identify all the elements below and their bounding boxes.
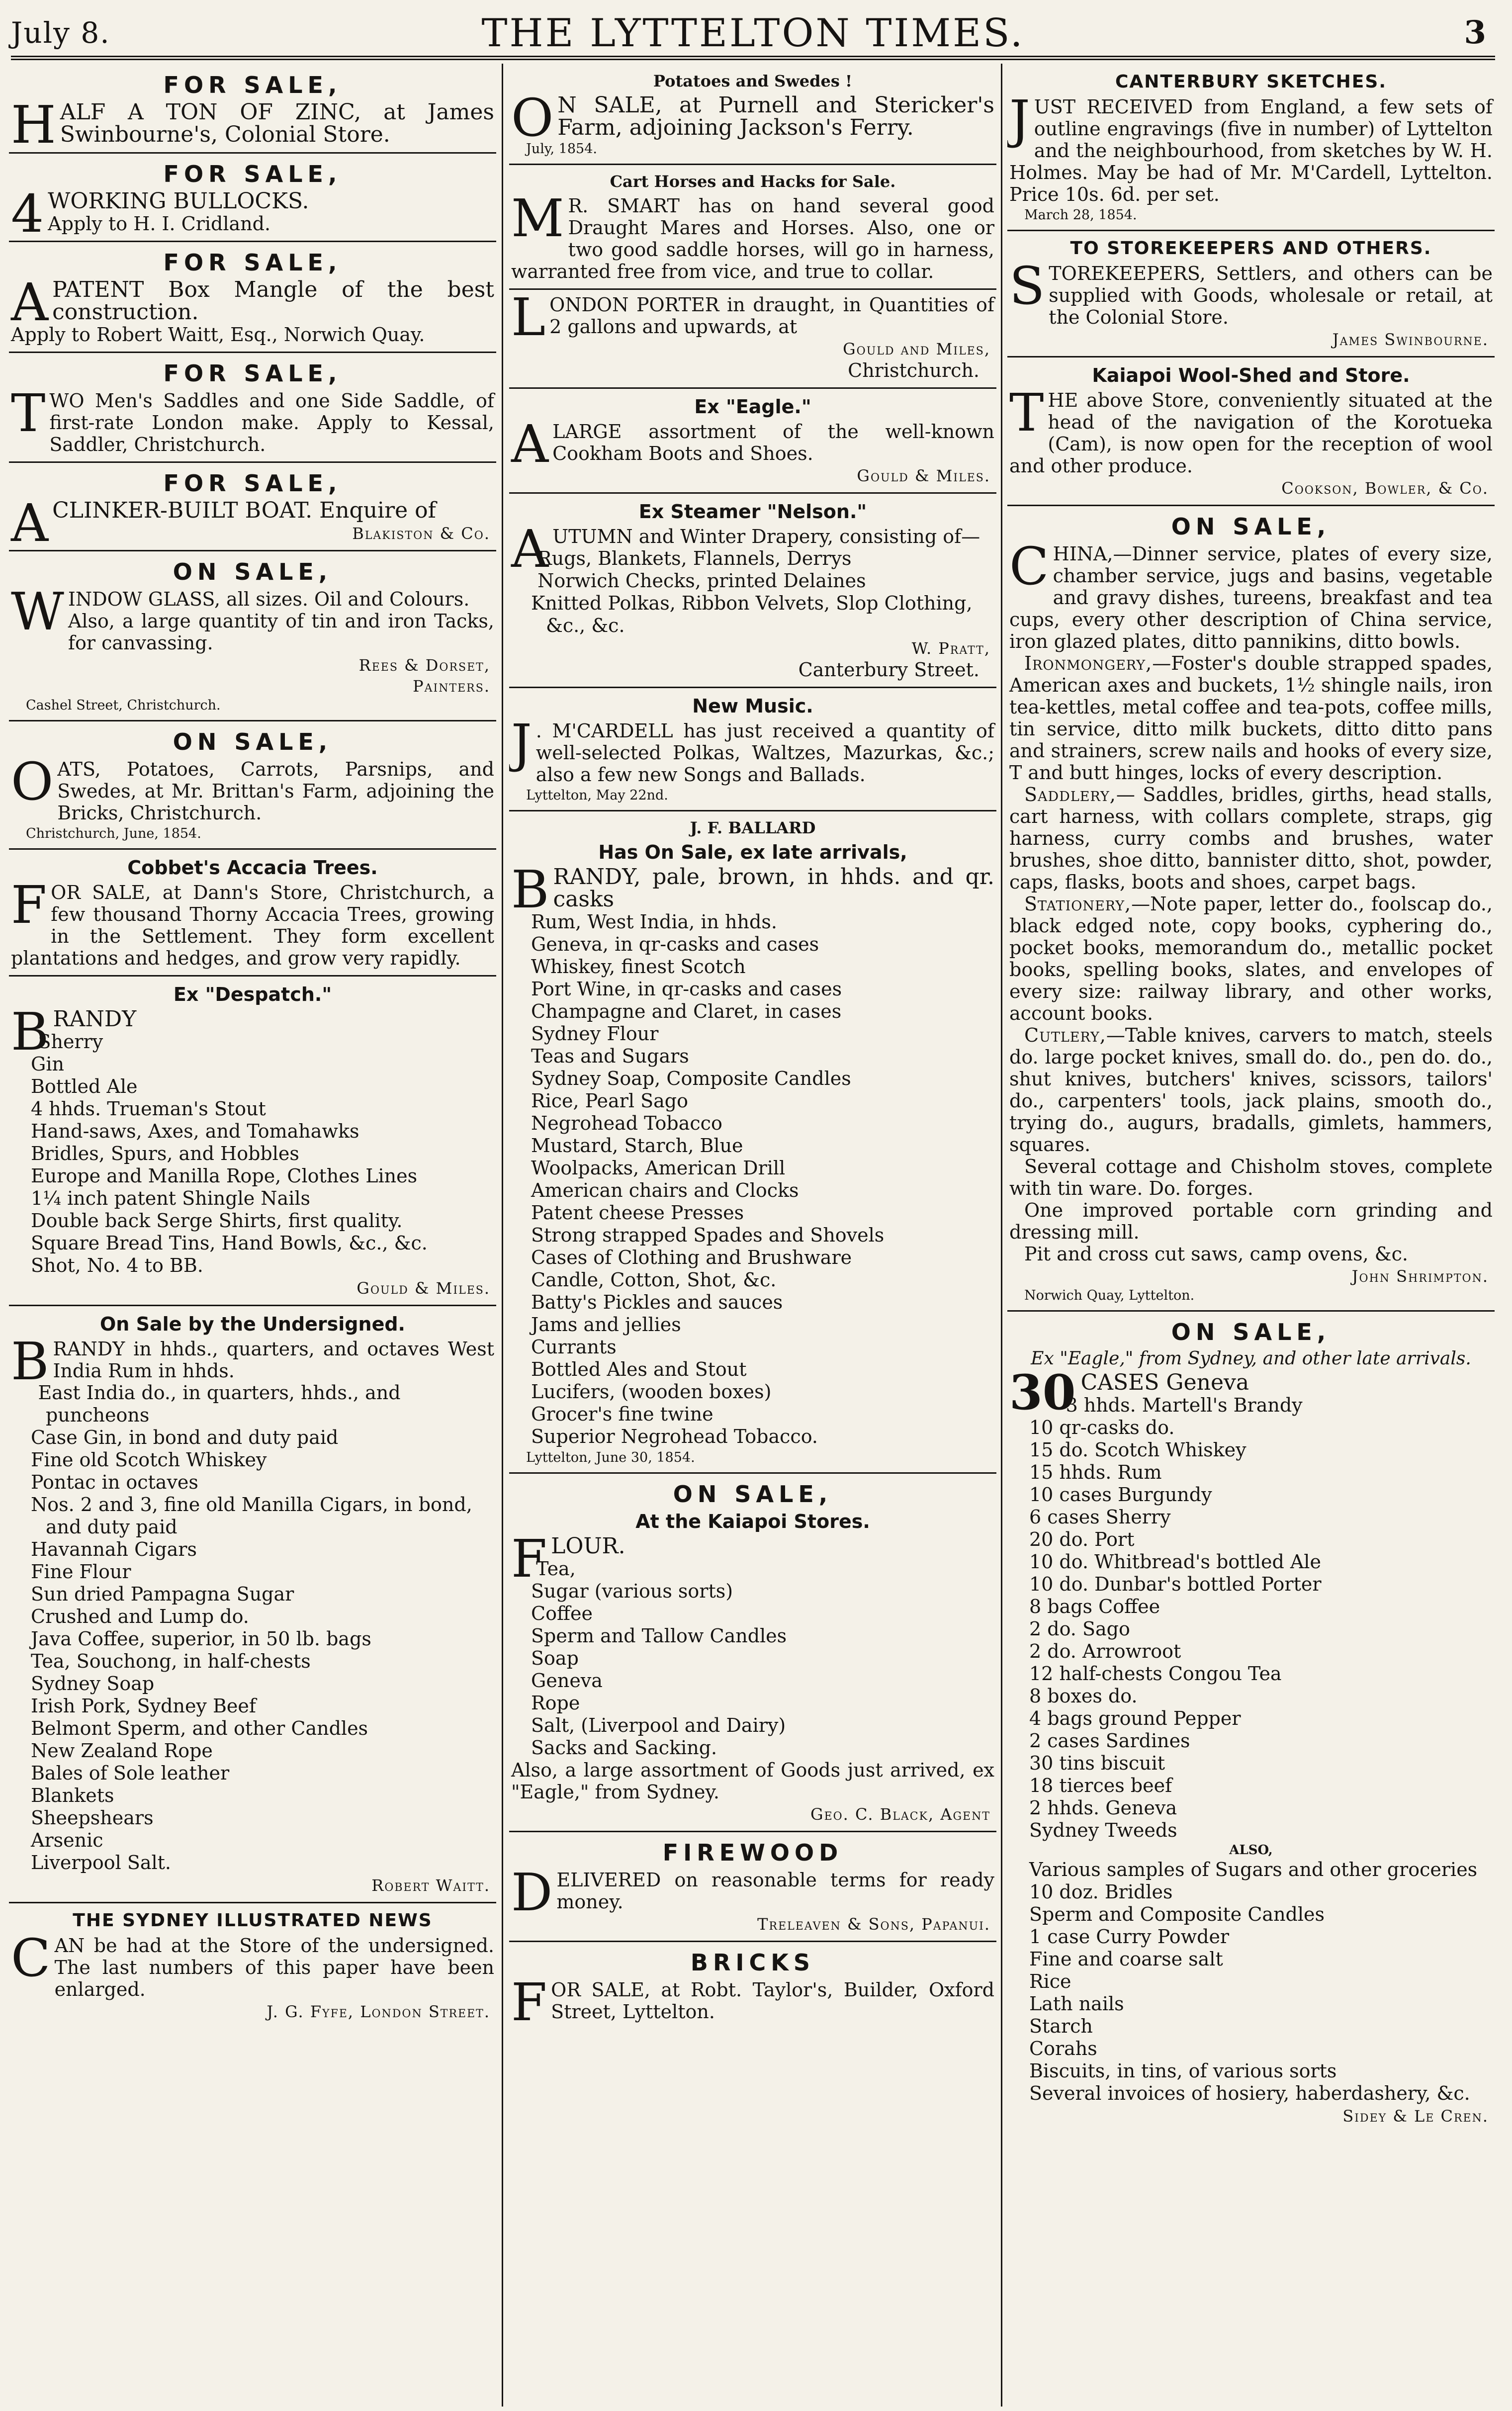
ad-signature: Gould & Miles.	[857, 466, 990, 485]
ad-text: Also, a large assortment of Goods just arrived, ex "Eagle," from Sydney.	[511, 1759, 994, 1803]
ad-paragraph	[1009, 1199, 1493, 1243]
ad-text: CLINKER-BUILT BOAT. Enquire of	[52, 498, 436, 523]
ad-heading: FOR SALE,	[163, 360, 342, 387]
list-item: 2 hhds. Geneva	[1029, 1797, 1177, 1819]
ad-text: RANDY, pale, brown, in hhds. and qr. casks	[553, 864, 994, 912]
drop-cap: B	[11, 1331, 49, 1392]
ad-signature: Gould and Miles,	[843, 340, 990, 358]
ad-heading: Potatoes and Swedes !	[653, 72, 853, 90]
list-item: 10 do. Whitbread's bottled Ale	[1029, 1551, 1321, 1573]
list-item: Bottled Ale	[31, 1075, 138, 1097]
item-list	[1009, 1859, 1493, 2105]
ad-kaiapoi-stores	[509, 1474, 996, 1832]
ad-date: Christchurch, June, 1854.	[26, 826, 201, 841]
ad-sketches	[1007, 65, 1495, 231]
list-item: Hand-saws, Axes, and Tomahawks	[31, 1120, 359, 1142]
ad-signature: James Swinbourne.	[1332, 330, 1489, 349]
ad-mangle	[9, 242, 496, 353]
list-item: Lucifers, (wooden boxes)	[531, 1381, 772, 1403]
drop-cap: C	[11, 1928, 51, 1988]
ad-horses	[509, 165, 996, 290]
list-item: New Zealand Rope	[31, 1740, 213, 1762]
list-item: Champagne and Claret, in cases	[531, 1000, 842, 1022]
drop-cap: L	[511, 287, 546, 348]
list-item: Bales of Sole leather	[31, 1762, 230, 1784]
ad-eagle	[509, 389, 996, 494]
ad-text: HINA,—Dinner service, plates of every size, chamber service, jugs and basins, vegetable and gravy dishes, tureens, breakfast and tea cups, every other description of China service, iron glazed plates, ditto pannikins, ditto bowls.	[1009, 543, 1493, 652]
list-item: 8 boxes do.	[1029, 1685, 1138, 1707]
newspaper-title: THE LYTTELTON TIMES.	[481, 11, 1025, 56]
list-item: 18 tierces beef	[1029, 1775, 1172, 1796]
item-list	[511, 911, 994, 1448]
list-item: 20 do. Port	[1029, 1528, 1135, 1550]
ad-paragraph	[1009, 893, 1493, 1024]
drop-cap: A	[11, 493, 49, 553]
list-item: Sperm and Tallow Candles	[531, 1625, 787, 1647]
list-item: Sun dried Pampagna Sugar	[31, 1583, 294, 1605]
list-item: Bottled Ales and Stout	[531, 1358, 747, 1380]
list-item: Fine and coarse salt	[1029, 1948, 1223, 1970]
list-item: Negrohead Tobacco	[531, 1112, 722, 1134]
ad-text: TOREKEEPERS, Settlers, and others can be supplied with Goods, wholesale or retail, at the Colonial Store.	[1049, 263, 1493, 328]
ad-undersigned	[9, 1306, 496, 1903]
list-item: Havannah Cigars	[31, 1538, 197, 1560]
column-1	[9, 65, 496, 2028]
list-item: Irish Pork, Sydney Beef	[31, 1695, 256, 1717]
list-item: Various samples of Sugars and other groceries	[1029, 1859, 1478, 1880]
drop-cap: S	[1009, 256, 1045, 316]
list-item: 4 bags ground Pepper	[1029, 1707, 1241, 1729]
page-number: 3	[1464, 14, 1486, 51]
masthead	[11, 6, 1495, 56]
ad-heading: ON SALE,	[173, 558, 333, 585]
drop-cap: C	[1009, 536, 1049, 597]
ad-address: Cashel Street, Christchurch.	[26, 698, 221, 713]
ad-text: OR SALE, at Robt. Taylor's, Builder, Oxford Street, Lyttelton.	[551, 1979, 994, 2023]
list-item: 15 do. Scotch Whiskey	[1029, 1439, 1246, 1461]
drop-cap: O	[511, 88, 554, 148]
ad-text: . M'CARDELL has just received a quantity of well-selected Polkas, Waltzes, Mazurkas, &c.; also a few new Songs and Ballads.	[535, 720, 994, 786]
list-item: Whiskey, finest Scotch	[531, 956, 746, 978]
list-item: Several invoices of hosiery, haberdashery, &c.	[1029, 2082, 1470, 2104]
list-item: Square Bread Tins, Hand Bowls, &c., &c.	[31, 1232, 428, 1254]
list-item: Case Gin, in bond and duty paid	[31, 1427, 339, 1448]
list-item: Blankets	[31, 1785, 114, 1806]
list-item: 10 do. Dunbar's bottled Porter	[1029, 1573, 1322, 1595]
issue-date: July 8.	[11, 16, 110, 50]
list-item: Liverpool Salt.	[31, 1852, 172, 1874]
list-item: 30 tins biscuit	[1029, 1752, 1165, 1774]
ad-despatch	[9, 977, 496, 1306]
ad-text: UTUMN and Winter Drapery, consisting of—	[552, 526, 980, 547]
list-item: Starch	[1029, 2015, 1093, 2037]
list-item: Salt, (Liverpool and Dairy)	[531, 1714, 786, 1736]
list-item: Port Wine, in qr-casks and cases	[531, 978, 842, 1000]
ad-signature: Robert Waitt.	[371, 1876, 490, 1895]
list-item: Corahs	[1029, 2038, 1097, 2059]
ad-paragraph	[1009, 1156, 1493, 1199]
ad-heading: CANTERBURY SKETCHES.	[1115, 72, 1387, 92]
list-item: 1 case Curry Powder	[1029, 1926, 1230, 1948]
list-item: 15 hhds. Rum	[1029, 1461, 1162, 1483]
ad-signature: Cookson, Bowler, & Co.	[1281, 479, 1489, 498]
ad-boat	[9, 463, 496, 551]
list-item: 1¼ inch patent Shingle Nails	[31, 1187, 311, 1209]
ad-heading: New Music.	[692, 695, 813, 717]
ad-paragraph	[1009, 652, 1493, 784]
drop-cap: J	[1009, 89, 1030, 150]
ad-text: ONDON PORTER in draught, in Quantities of 2 gallons and upwards, at	[549, 294, 994, 338]
ad-text: N SALE, at Purnell and Stericker's Farm, adjoining Jackson's Ferry.	[557, 92, 994, 140]
ad-heading: FIREWOOD	[662, 1839, 843, 1866]
paragraph-lead: Stationery,	[1024, 893, 1132, 915]
list-item: Geneva, in qr-casks and cases	[531, 933, 819, 955]
ad-heading: ON SALE,	[1171, 1319, 1331, 1345]
drop-cap: 4	[11, 183, 44, 244]
item-list	[11, 1382, 494, 1874]
list-item: Gin	[31, 1053, 64, 1075]
paragraph-text: —Note paper, letter do., foolscap do., black edged note, copy books, cyphering do., pocket books, memorandum do., metallic pocket books, spelling books, slates, and envelopes of every size: railway library, and other works, account books.	[1009, 893, 1493, 1024]
list-item: Rope	[531, 1692, 580, 1714]
ad-bricks	[509, 1942, 996, 2029]
ad-text: Apply to Robert Waitt, Esq., Norwich Quay.	[11, 324, 425, 346]
drop-cap: T	[1009, 382, 1044, 443]
item-list	[511, 1558, 994, 1759]
ad-subheading: Has On Sale, ex late arrivals,	[598, 841, 907, 863]
list-item: Bridles, Spurs, and Hobbles	[31, 1143, 299, 1164]
list-item: 3 hhds. Martell's Brandy	[1066, 1394, 1303, 1416]
ad-heading: On Sale by the Undersigned.	[100, 1313, 405, 1335]
item-list	[11, 1031, 494, 1277]
list-item: Arsenic	[31, 1829, 103, 1851]
ad-heading: FOR SALE,	[163, 72, 342, 98]
drop-cap: T	[11, 383, 46, 444]
drop-number: 30	[1009, 1364, 1076, 1421]
ad-heading: Cart Horses and Hacks for Sale.	[610, 172, 896, 191]
drop-cap: J	[511, 713, 532, 774]
drop-cap: B	[11, 1001, 49, 1062]
ad-heading: ON SALE,	[173, 728, 333, 755]
drop-cap: O	[11, 751, 54, 812]
list-item: Rugs, Blankets, Flannels, Derrys	[537, 547, 852, 569]
list-item: Rice, Pearl Sago	[531, 1090, 688, 1112]
ad-shrimpton	[1007, 506, 1495, 1312]
list-item: Grocer's fine twine	[531, 1403, 713, 1425]
ad-text: Apply to H. I. Cridland.	[48, 213, 271, 235]
list-item: Pontac in octaves	[31, 1471, 198, 1493]
also-label: ALSO,	[1229, 1843, 1273, 1858]
list-item: Candle, Cotton, Shot, &c.	[531, 1269, 777, 1291]
list-item: Sydney Soap, Composite Candles	[531, 1068, 851, 1089]
ad-sidey	[1007, 1312, 1495, 2133]
list-item: 10 cases Burgundy	[1029, 1484, 1212, 1506]
ad-oats	[9, 721, 496, 850]
drop-cap: A	[511, 519, 549, 579]
drop-cap: H	[11, 94, 56, 155]
ad-heading: FOR SALE,	[163, 470, 342, 497]
ad-text: WO Men's Saddles and one Side Saddle, of first-rate London make. Apply to Kessal, Saddler, Christchurch.	[49, 390, 494, 455]
ad-heading: ON SALE,	[1171, 513, 1331, 540]
ad-subheading: At the Kaiapoi Stores.	[635, 1511, 870, 1532]
list-item: Knitted Polkas, Ribbon Velvets, Slop Clothing, &c., &c.	[531, 592, 973, 636]
ad-subheading: Ex "Eagle," from Sydney, and other late arrivals.	[1031, 1348, 1471, 1369]
list-item: Mustard, Starch, Blue	[531, 1135, 743, 1157]
list-item: Strong strapped Spades and Shovels	[531, 1224, 885, 1246]
ad-text: ALF A TON OF ZINC, at James Swinbourne's, Colonial Store.	[60, 99, 494, 147]
ad-nelson	[509, 494, 996, 688]
paragraph-lead: Saddlery,	[1024, 784, 1116, 805]
drop-cap: F	[511, 1972, 547, 2029]
ad-date: March 28, 1854.	[1024, 207, 1137, 223]
list-item: Tea, Souchong, in half-chests	[31, 1650, 311, 1672]
list-item: Norwich Checks, printed Delaines	[537, 570, 866, 592]
ad-window-glass	[9, 551, 496, 721]
ad-text: OR SALE, at Dann's Store, Christchurch, a few thousand Thorny Accacia Trees, growing in the Settlement. They form excellent plantations and hedges, and grow very rapidly.	[11, 882, 494, 969]
ad-potatoes	[509, 65, 996, 165]
list-item: 10 qr-casks do.	[1029, 1417, 1175, 1438]
ad-heading: Ex "Eagle."	[694, 396, 811, 418]
ad-text: AN be had at the Store of the undersigned. The last numbers of this paper have been enlarged.	[54, 1935, 494, 2000]
ad-heading: FOR SALE,	[163, 161, 342, 187]
ad-paragraph	[1009, 784, 1493, 893]
ad-text: Also, a large quantity of tin and iron Tacks, for canvassing.	[68, 610, 494, 654]
ad-signature: Sidey & Le Cren.	[1342, 2107, 1489, 2126]
list-item: Belmont Sperm, and other Candles	[31, 1717, 368, 1739]
ad-porter	[509, 287, 996, 389]
paragraph-text: —Foster's double strapped spades, American axes and buckets, 1½ shingle nails, iron tea-kettles, metal coffee and tea-pots, coffee mills, tin service, ditto milk buckets, ditto ditto pans and strainers, screw nails and hooks of every size, T and butt hinges, locks of every description.	[1009, 652, 1493, 784]
list-item: Patent cheese Presses	[531, 1202, 744, 1224]
list-item: Sacks and Sacking.	[531, 1737, 717, 1759]
ad-signature: Canterbury Street.	[798, 659, 979, 681]
list-item: 10 doz. Bridles	[1029, 1881, 1173, 1903]
drop-cap: B	[511, 859, 549, 920]
list-item: Sydney Tweeds	[1029, 1819, 1177, 1841]
list-item: Nos. 2 and 3, fine old Manilla Cigars, in bond, and duty paid	[31, 1494, 472, 1538]
item-list	[1009, 1394, 1493, 1842]
ad-signature: Painters.	[413, 677, 490, 696]
ad-ballard	[509, 811, 996, 1474]
list-item: Woolpacks, American Drill	[531, 1157, 786, 1179]
item-list	[511, 547, 994, 637]
list-item: Soap	[531, 1647, 579, 1669]
list-item: American chairs and Clocks	[531, 1179, 799, 1201]
drop-cap: F	[511, 1528, 547, 1589]
ad-paragraph	[1009, 1243, 1493, 1265]
masthead-rule	[11, 56, 1495, 60]
ad-storekeepers	[1007, 231, 1495, 357]
paragraph-text: —Table knives, carvers to match, steels do. large pocket knives, small do. do., pen do. do., shut knives, butchers' knives, scissors, tailors' do., carpenters' tools, jack plains, smooth do., trying do., augurs, bradalls, gimlets, hammers, squares.	[1009, 1024, 1493, 1156]
list-item: Java Coffee, superior, in 50 lb. bags	[31, 1628, 371, 1650]
list-item: Tea,	[536, 1558, 576, 1580]
ad-sydney-news	[9, 1903, 496, 2028]
ad-woolshed	[1007, 357, 1495, 506]
ad-firewood	[509, 1832, 996, 1942]
ad-text: INDOW GLASS, all sizes. Oil and Colours.	[68, 588, 470, 610]
ad-heading: FOR SALE,	[163, 249, 342, 276]
ad-text: UST RECEIVED from England, a few sets of outline engravings (five in number) of Lyttelton and the neighbourhood, from sketches by W. H. Holmes. May be had of Mr. M'Cardell, Lyttelton. Price 10s. 6d. per set.	[1009, 96, 1493, 205]
list-item: 6 cases Sherry	[1029, 1506, 1171, 1528]
column-rule	[502, 64, 503, 2407]
ad-heading: Cobbet's Accacia Trees.	[127, 857, 378, 879]
ad-music	[509, 688, 996, 811]
list-item: Sydney Soap	[31, 1673, 155, 1695]
ad-heading: J. F. BALLARD	[690, 818, 816, 837]
ad-heading: THE SYDNEY ILLUSTRATED NEWS	[73, 1910, 433, 1931]
list-item: Superior Negrohead Tobacco.	[531, 1426, 818, 1447]
paragraph-lead: Ironmongery,	[1024, 652, 1153, 674]
ad-signature: Geo. C. Black, Agent	[810, 1805, 990, 1824]
drop-cap: A	[11, 272, 49, 333]
ad-date: Lyttelton, June 30, 1854.	[526, 1450, 695, 1465]
ad-paragraph	[1009, 1024, 1493, 1156]
ad-accacia	[9, 850, 496, 977]
list-item: 12 half-chests Congou Tea	[1029, 1663, 1282, 1685]
paragraph-text: — Saddles, bridles, girths, head stalls, cart harness, with collars complete, straps, gig harness, curry combs and brushes, water brushes, shoe ditto, bannister ditto, shot, powder, caps, flasks, boots and shoes, carpet bags.	[1009, 784, 1493, 893]
list-item: Sherry	[38, 1031, 103, 1053]
column-2	[509, 65, 996, 2029]
list-item: Rice	[1029, 1970, 1071, 1992]
list-item: Jams and jellies	[531, 1314, 681, 1336]
column-3	[1007, 65, 1495, 2133]
ad-text: R. SMART has on hand several good Draught Mares and Horses. Also, one or two good saddle horses, will go in harness, warranted free from vice, and true to collar.	[511, 195, 994, 282]
list-item: East India do., in quarters, hhds., and puncheons	[38, 1382, 401, 1426]
list-item: Cases of Clothing and Brushware	[531, 1247, 852, 1268]
list-item: Fine Flour	[31, 1561, 131, 1583]
list-item: Rum, West India, in hhds.	[531, 911, 777, 933]
ad-heading: ON SALE,	[673, 1481, 833, 1508]
list-item: 8 bags Coffee	[1029, 1596, 1160, 1617]
ad-text: ATS, Potatoes, Carrots, Parsnips, and Swedes, at Mr. Brittan's Farm, adjoining the Bricks, Christchurch.	[57, 758, 494, 824]
ad-signature: J. G. Fyfe, London Street.	[267, 2002, 490, 2021]
ad-signature: Gould & Miles.	[356, 1279, 490, 1298]
ad-text: WORKING BULLOCKS.	[48, 188, 309, 214]
list-item: Biscuits, in tins, of various sorts	[1029, 2060, 1337, 2082]
ad-signature: Rees & Dorset,	[358, 656, 490, 675]
list-item: Crushed and Lump do.	[31, 1606, 249, 1627]
list-item: Sperm and Composite Candles	[1029, 1903, 1325, 1925]
ad-text: CASES Geneva	[1080, 1370, 1249, 1395]
ad-text: ELIVERED on reasonable terms for ready money.	[556, 1869, 994, 1913]
drop-cap: F	[11, 875, 47, 935]
ad-heading: Ex "Despatch."	[173, 983, 332, 1005]
list-item: Sydney Flour	[531, 1023, 659, 1045]
ad-saddles	[9, 353, 496, 463]
ad-text: LOUR.	[551, 1533, 625, 1559]
list-item: 2 do. Sago	[1029, 1618, 1130, 1640]
list-item: Coffee	[531, 1603, 593, 1624]
paragraph-text: One improved portable corn grinding and dressing mill.	[1009, 1199, 1493, 1243]
ad-signature: W. Pratt,	[911, 639, 990, 658]
list-item: 4 hhds. Trueman's Stout	[31, 1098, 266, 1120]
ad-signature: Christchurch.	[848, 359, 979, 381]
list-item: Teas and Sugars	[531, 1045, 689, 1067]
ad-bullocks	[9, 154, 496, 242]
list-item: 2 cases Sardines	[1029, 1730, 1190, 1752]
list-item: Sheepshears	[31, 1807, 154, 1829]
list-item: Europe and Manilla Rope, Clothes Lines	[31, 1165, 418, 1187]
ad-date: Lyttelton, May 22nd.	[526, 788, 668, 803]
ad-heading: Ex Steamer "Nelson."	[638, 501, 867, 523]
drop-cap: D	[511, 1862, 553, 1923]
list-item: Batty's Pickles and sauces	[531, 1291, 783, 1313]
paragraph-text: Several cottage and Chisholm stoves, complete with tin ware. Do. forges.	[1009, 1156, 1493, 1199]
ad-text: RANDY in hhds., quarters, and octaves West India Rum in hhds.	[53, 1338, 494, 1382]
list-item: Sugar (various sorts)	[531, 1580, 733, 1602]
list-item: Currants	[531, 1336, 617, 1358]
ad-signature: John Shrimpton.	[1351, 1267, 1489, 1286]
ad-signature: Treleaven & Sons, Papanui.	[757, 1915, 990, 1934]
column-rule	[1001, 64, 1002, 2407]
ad-text: RANDY	[53, 1006, 137, 1032]
list-item: Geneva	[531, 1670, 603, 1692]
list-item: Shot, No. 4 to BB.	[31, 1254, 203, 1276]
drop-cap: A	[511, 414, 549, 474]
ad-heading: BRICKS	[690, 1949, 815, 1976]
ad-signature: Blakiston & Co.	[352, 524, 490, 543]
paragraph-lead: Cutlery,	[1024, 1024, 1106, 1046]
list-item: 2 do. Arrowroot	[1029, 1640, 1181, 1662]
paragraph-text: Pit and cross cut saws, camp ovens, &c.	[1024, 1243, 1408, 1265]
drop-cap: W	[11, 581, 64, 642]
list-item: Double back Serge Shirts, first quality.	[31, 1210, 403, 1232]
list-item: Fine old Scotch Whiskey	[31, 1449, 267, 1471]
ad-text: PATENT Box Mangle of the best construction.	[52, 277, 494, 325]
ad-zinc	[9, 65, 496, 154]
ad-heading: TO STOREKEEPERS AND OTHERS.	[1070, 238, 1432, 259]
drop-cap: M	[511, 188, 564, 249]
ad-address: Norwich Quay, Lyttelton.	[1024, 1288, 1195, 1303]
ad-date: July, 1854.	[526, 141, 597, 157]
ad-text: LARGE assortment of the well-known Cookham Boots and Shoes.	[552, 421, 994, 464]
list-item: Lath nails	[1029, 1993, 1124, 2015]
ad-heading: Kaiapoi Wool-Shed and Store.	[1092, 364, 1410, 386]
ad-text: HE above Store, conveniently situated at the head of the navigation of the Korotueka (Cam), is now open for the reception of wool and other produce.	[1009, 389, 1493, 477]
